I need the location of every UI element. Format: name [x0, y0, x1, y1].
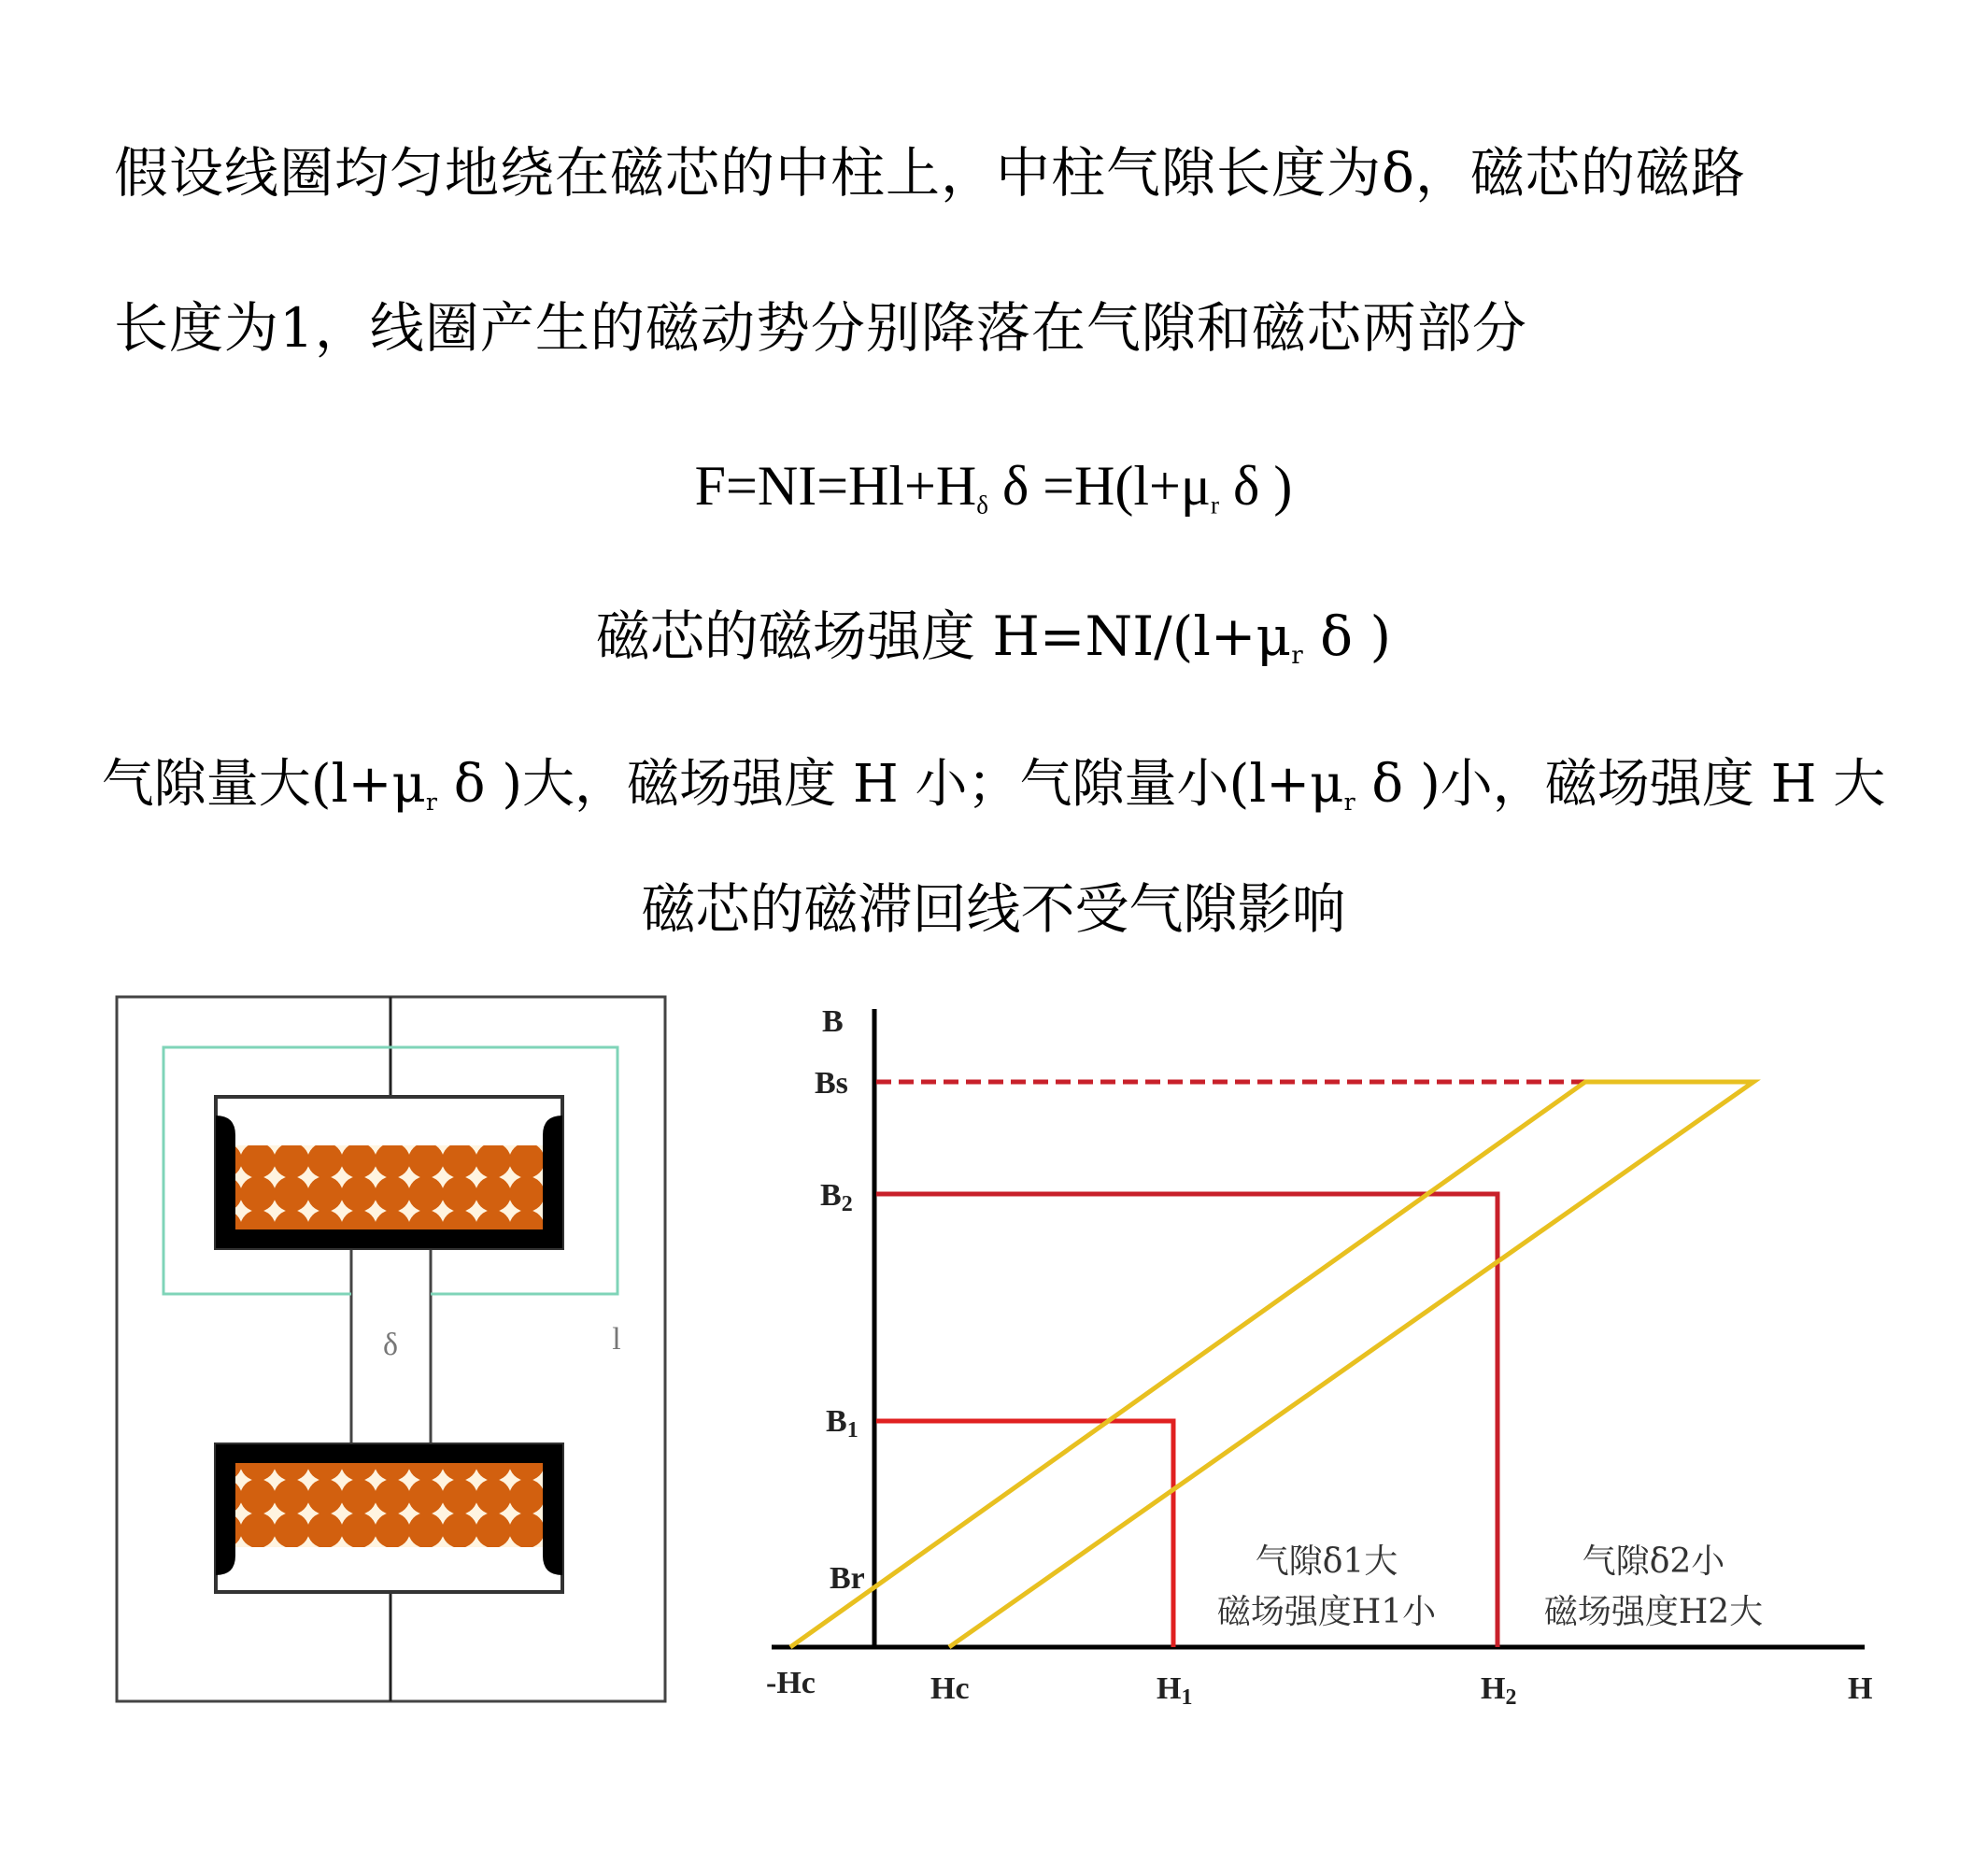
paragraph-line-1: 假设线圈均匀地绕在磁芯的中柱上，中柱气隙长度为δ，磁芯的磁路: [114, 141, 1746, 205]
eq2-part1: 磁芯的磁场强度 H=NI/(l+μ: [595, 604, 1292, 668]
path-length-label: l: [612, 1322, 621, 1357]
upper-winding: [235, 1145, 543, 1229]
tick-neg-hc: -Hc: [766, 1666, 816, 1700]
tick-br: Br: [830, 1561, 865, 1596]
eq2-sub: r: [1291, 642, 1303, 671]
paragraph-line-2: 长度为1，线圈产生的磁动势分别降落在气隙和磁芯两部分: [114, 296, 1527, 360]
eq1-part1: F=NI=Hl+H: [694, 455, 977, 517]
lower-winding: [235, 1463, 543, 1547]
tick-bs: Bs: [815, 1066, 848, 1101]
eq1-part2: δ =H(l+μ: [987, 455, 1212, 517]
tick-h2: H2: [1481, 1671, 1517, 1710]
operating-point-1: [876, 1421, 1173, 1647]
tick-b1: B1: [826, 1404, 859, 1443]
eq1-sub1: δ: [976, 490, 988, 519]
gap-label: δ: [382, 1328, 399, 1362]
annotation-2-line1: 气隙δ2小: [1582, 1542, 1725, 1581]
annotation-1-line1: 气隙δ1大: [1255, 1542, 1398, 1581]
x-axis-label: H: [1848, 1671, 1873, 1706]
cmp-part2: δ )大，磁场强度 H 小；气隙量小(l+μ: [436, 754, 1344, 815]
y-axis-label: B: [822, 1004, 844, 1039]
eq1-sub2: r: [1211, 490, 1220, 519]
cmp-part1: 气隙量大(l+μ: [101, 754, 426, 815]
core-diagram: [117, 997, 665, 1701]
conclusion: 磁芯的磁滞回线不受气隙影响: [641, 877, 1346, 941]
annotation-1-line2: 磁场强度H1小: [1216, 1593, 1437, 1631]
annotation-2-line2: 磁场强度H2大: [1543, 1593, 1764, 1631]
bh-chart: [766, 1004, 1872, 1710]
eq1-part3: δ ): [1219, 455, 1293, 517]
eq2-part2: δ ): [1302, 604, 1392, 668]
tick-h1: H1: [1157, 1671, 1193, 1710]
tick-b2: B2: [820, 1178, 853, 1216]
tick-hc: Hc: [930, 1671, 970, 1706]
cmp-part3: δ )小，磁场强度 H 大: [1355, 754, 1886, 815]
cmp-sub1: r: [425, 788, 437, 816]
cmp-sub2: r: [1343, 788, 1355, 816]
